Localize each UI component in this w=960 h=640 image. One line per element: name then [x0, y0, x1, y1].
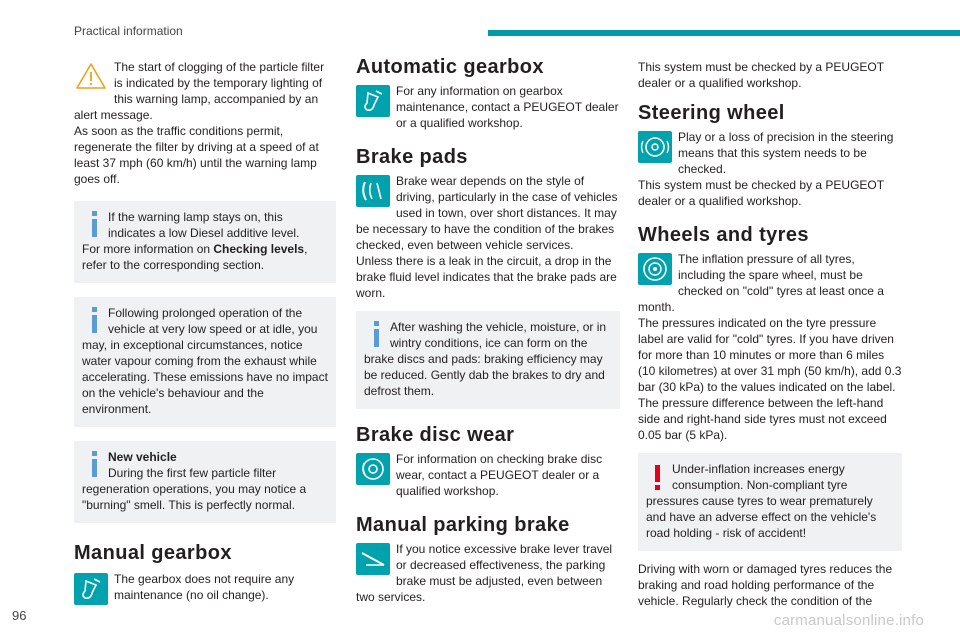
info-icon: [82, 307, 104, 335]
brake-pads-icon: [356, 175, 390, 207]
parking-brake-section: [356, 541, 620, 605]
automatic-gearbox-section: [356, 83, 620, 131]
manual-parking-brake-heading: Manual parking brake: [356, 514, 570, 536]
automatic-gearbox-text: For any information on gearbox maintenance, contact a PEUGEOT dealer or a qualified workshop.: [396, 84, 619, 130]
gearbox-icon: [356, 85, 390, 117]
steering-wheel-heading: Steering wheel: [638, 102, 785, 124]
checking-levels-reference: Checking levels: [213, 242, 305, 256]
header-accent-bar: [488, 30, 960, 36]
warning-text: The start of clogging of the particle filter is indicated by the temporary lighting of this warning lamp, accompanied by an alert message.: [74, 60, 325, 122]
alert-text: Under-inflation increases energy consumption. Non-compliant tyre pressures cause tyres to wear prematurely and have an adverse effect on the vehicle's road holding - risk of accident!: [646, 462, 877, 540]
gearbox-icon: [74, 573, 108, 605]
info-icon: [82, 451, 104, 479]
pressure-difference-text: The pressure difference between the left-hand side and right-hand side tyres must not exceed 0.05 bar (5 kPa).: [638, 396, 887, 442]
brake-fluid-text: Unless there is a leak in the circuit, a drop in the brake fluid level indicates that the brake pads are worn.: [356, 254, 617, 300]
warning-triangle-icon: [74, 61, 108, 91]
manual-gearbox-text: The gearbox does not require any maintenance (no oil change).: [114, 572, 295, 602]
regenerate-text: As soon as the traffic conditions permit, regenerate the filter by driving at a speed of at least 37 mph (60 km/h) until the warning lamp goes off.: [74, 124, 319, 186]
note-water-vapour: [74, 297, 336, 427]
parking-brake-icon: [356, 543, 390, 575]
column-3: [638, 55, 902, 609]
note-text: If the warning lamp stays on, this indicates a low Diesel additive level.: [108, 210, 300, 240]
note-brake-moisture: [356, 311, 620, 409]
note-text: Following prolonged operation of the vehicle at very low speed or at idle, you may, in exceptional circumstances, notice water vapour coming from the exhaust while accelerating. These emissions have no impact on the vehicle's behaviour and the environment.: [82, 306, 328, 416]
tyre-pressure-label-text: The pressures indicated on the tyre pressure label are valid for "cold" tyres. If you have driven for more than 10 minutes or more than 6 miles (10 kilometres) at over 31 mph (50 km/h), add 0.3 bar (30 kPa) to the values indicated on the label.: [638, 316, 902, 394]
particle-filter-warning: [74, 59, 336, 123]
note-text: During the first few particle filter regeneration operations, you may notice a "burning" smell. This is perfectly normal.: [82, 466, 307, 512]
steering-check-text: This system must be checked by a PEUGEOT dealer or a qualified workshop.: [638, 178, 884, 208]
steering-section: [638, 129, 902, 177]
brake-disc-icon: [356, 453, 390, 485]
automatic-gearbox-heading: Automatic gearbox: [356, 56, 544, 78]
brake-disc-wear-heading: Brake disc wear: [356, 424, 515, 446]
wheels-text: The inflation pressure of all tyres, including the spare wheel, must be checked on "cold" tyres at least once a month.: [638, 252, 884, 314]
wheels-section: [638, 251, 902, 315]
manual-gearbox-section: [74, 571, 336, 603]
brake-pads-section: [356, 173, 620, 253]
manual-gearbox-heading: Manual gearbox: [74, 542, 232, 564]
column-2: [356, 55, 620, 605]
note-text: After washing the vehicle, moisture, or in wintry conditions, ice can form on the brake discs and pads: braking efficiency may be reduced. Gently dab the brakes to dry and defrost them.: [364, 320, 607, 398]
tyre-icon: [638, 253, 672, 285]
brake-disc-section: [356, 451, 620, 499]
note-text: , refer to the corresponding section.: [82, 242, 308, 272]
note-text: For more information on: [82, 242, 214, 256]
parking-brake-text: If you notice excessive brake lever travel or decreased effectiveness, the parking brake must be adjusted, even between two services.: [356, 542, 613, 604]
page-section-title: Practical information: [74, 24, 183, 38]
brake-pads-text: Brake wear depends on the style of driving, particularly in the case of vehicles used in town, over short distances. It may be necessary to have the condition of the brakes checked, even between vehicle services.: [356, 174, 618, 252]
info-icon: [364, 321, 386, 349]
exclamation-icon: [646, 463, 668, 491]
note-new-vehicle: [74, 441, 336, 523]
gearbox-check-text: This system must be checked by a PEUGEOT dealer or a qualified workshop.: [638, 60, 884, 90]
watermark: carmanualsonline.info: [773, 612, 924, 629]
info-icon: [82, 211, 104, 239]
alert-under-inflation: [638, 453, 902, 551]
brake-disc-text: For information on checking brake disc wear, contact a PEUGEOT dealer or a qualified workshop.: [396, 452, 603, 498]
note-diesel-additive: [74, 201, 336, 283]
worn-tyres-text: Driving with worn or damaged tyres reduces the braking and road holding performance of the vehicle. Regularly check the condition of the: [638, 562, 893, 608]
column-1: [74, 55, 336, 607]
note-title: New vehicle: [108, 450, 177, 464]
brake-pads-heading: Brake pads: [356, 146, 468, 168]
steering-wheel-icon: [638, 131, 672, 163]
wheels-tyres-heading: Wheels and tyres: [638, 224, 809, 246]
steering-text: Play or a loss of precision in the steering means that this system needs to be checked.: [678, 130, 894, 176]
page-number: 96: [12, 608, 27, 623]
